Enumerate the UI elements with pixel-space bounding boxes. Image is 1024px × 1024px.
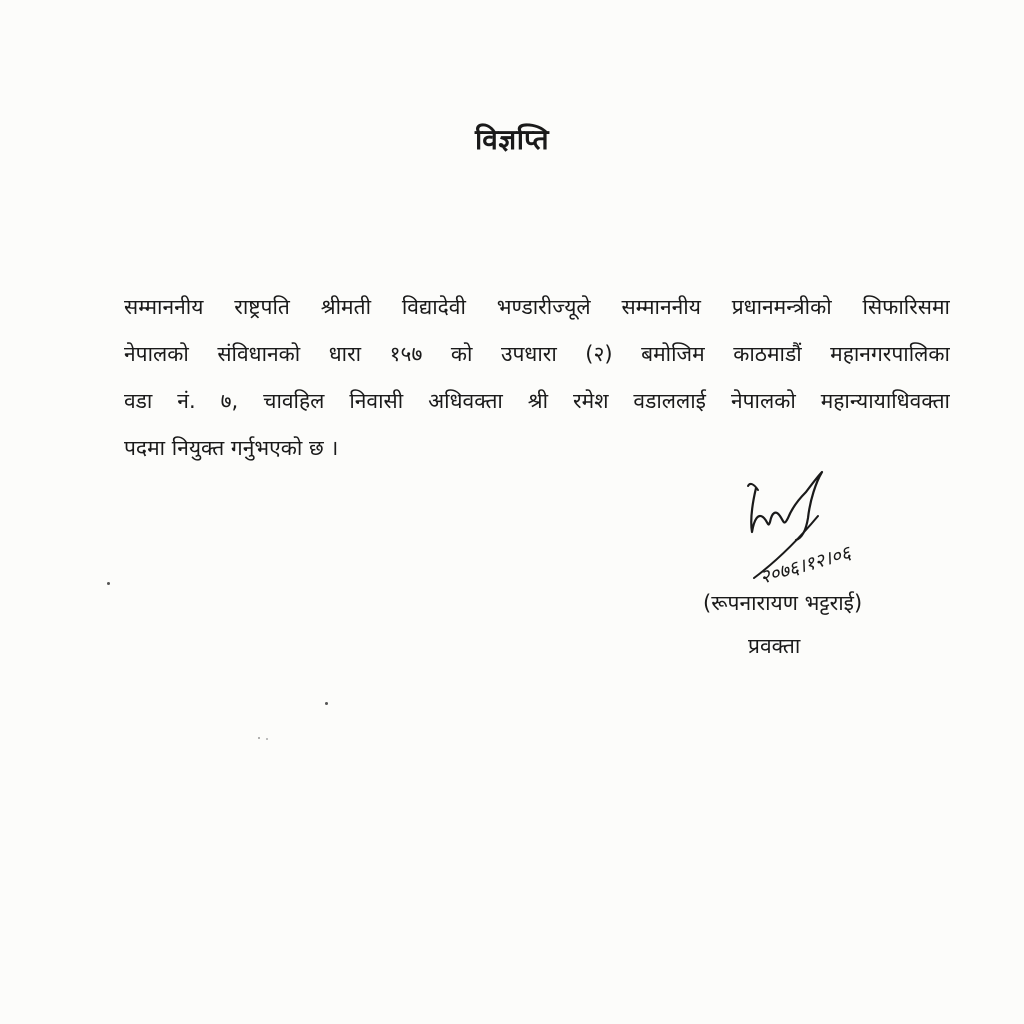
signatory-name: (रूपनारायण भट्टराई)	[703, 591, 863, 615]
body-line: नेपालको संविधानको धारा १५७ को उपधारा (२) बमोजिम काठमाडौं महानगरपालिका	[124, 342, 950, 366]
signatory-role: प्रवक्ता	[748, 634, 801, 658]
signature-date: २०७६।१२।०६	[757, 541, 854, 589]
scan-speck	[266, 738, 268, 740]
body-line: वडा नं. ७, चावहिल निवासी अधिवक्ता श्री रमेश वडाललाई नेपालको महान्यायाधिवक्ता	[124, 389, 950, 413]
body-line: सम्माननीय राष्ट्रपति श्रीमती विद्यादेवी भण्डारीज्यूले सम्माननीय प्रधानमन्त्रीको सिफारिसमा	[124, 295, 950, 319]
notice-body	[124, 284, 950, 472]
notice-title: विज्ञप्ति	[474, 123, 550, 156]
scan-speck	[325, 702, 328, 705]
body-line: पदमा नियुक्त गर्नुभएको छ ।	[124, 436, 339, 460]
scan-speck	[258, 737, 260, 739]
scan-speck	[107, 582, 110, 585]
handwritten-signature	[728, 460, 898, 600]
